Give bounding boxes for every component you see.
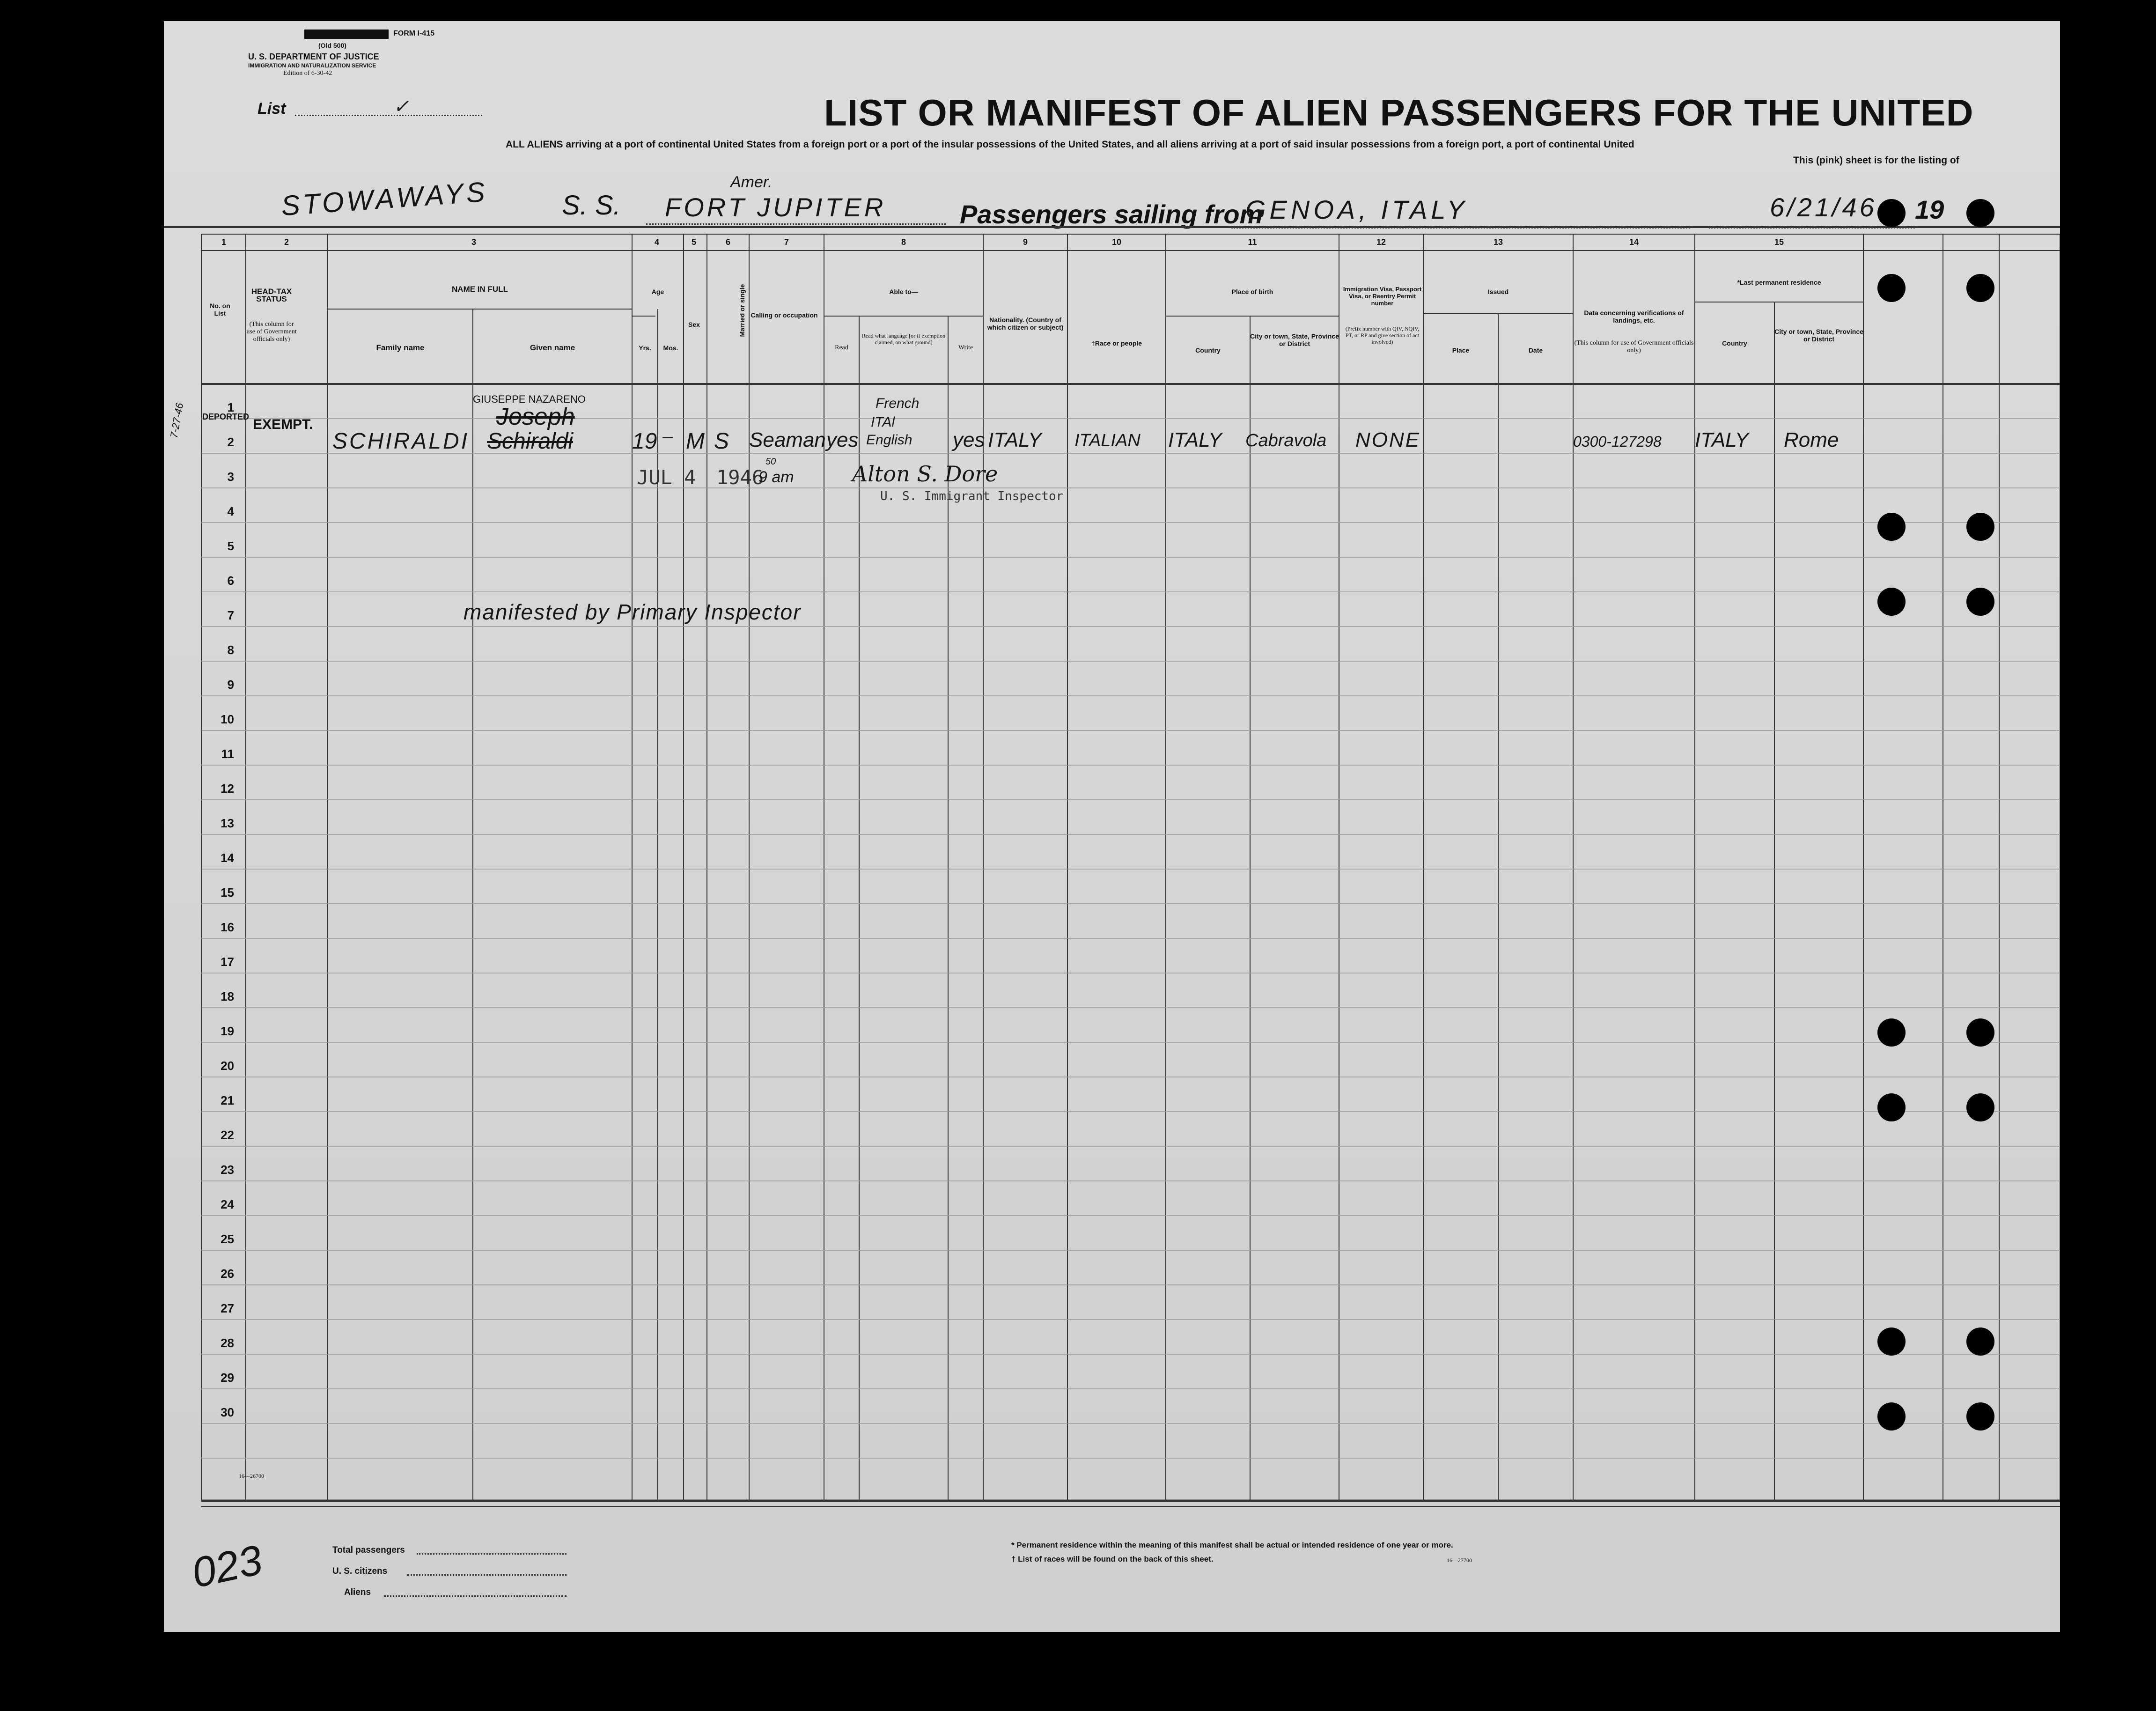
print-code: 16—26700 bbox=[239, 1473, 264, 1479]
verifications-note: (This column for use of Government officials only) bbox=[1574, 339, 1694, 354]
column-number: 2 bbox=[284, 237, 289, 247]
total-passengers-line bbox=[417, 1553, 567, 1555]
head-tax-note: (This column for use of Government officials only) bbox=[246, 321, 297, 343]
inspector-signature: Alton S. Dore bbox=[852, 461, 998, 487]
edition-label: Edition of 6-30-42 bbox=[283, 70, 332, 77]
calling-header: Calling or occupation bbox=[751, 311, 818, 319]
visa-header: Immigration Visa, Passport Visa, or Reentry Permit number bbox=[1343, 286, 1422, 307]
given-name-header: Given name bbox=[530, 343, 575, 352]
row-number: 1 bbox=[227, 400, 234, 414]
ss-label: S. S. bbox=[562, 190, 621, 221]
subtitle-line-2: This (pink) sheet is for the listing of bbox=[1793, 155, 1959, 166]
stamp-time: 9 am bbox=[758, 468, 794, 486]
column-number: 3 bbox=[471, 237, 476, 247]
binder-hole bbox=[1877, 1328, 1906, 1356]
aliens-line bbox=[384, 1595, 567, 1597]
old-number: (Old 500) bbox=[318, 42, 346, 49]
residence-city-header: City or town, State, Province or District bbox=[1774, 328, 1863, 343]
row-number: 24 bbox=[221, 1197, 234, 1211]
verifications-header: Data concerning verifications of landings, etc. bbox=[1584, 309, 1684, 324]
row-number: 22 bbox=[221, 1128, 234, 1142]
birth-country-header: Country bbox=[1195, 347, 1221, 354]
column-number: 6 bbox=[725, 237, 730, 247]
row-number: 8 bbox=[227, 643, 234, 657]
column-number: 5 bbox=[691, 237, 696, 247]
row-number: 30 bbox=[221, 1405, 234, 1419]
row-number: 9 bbox=[227, 678, 234, 692]
binder-hole bbox=[1966, 1328, 1994, 1356]
birth-city-header: City or town, State, Province or District bbox=[1250, 332, 1339, 347]
list-checkmark: ✓ bbox=[393, 96, 409, 117]
binder-hole bbox=[1966, 274, 1994, 302]
age-years: 19 bbox=[632, 429, 657, 454]
column-number: 11 bbox=[1248, 237, 1257, 247]
service-label: IMMIGRATION AND NATURALIZATION SERVICE bbox=[248, 62, 376, 69]
birth-country-value: ITALY bbox=[1168, 428, 1222, 451]
issued-date-header: Date bbox=[1528, 347, 1543, 354]
row-number: 27 bbox=[221, 1301, 234, 1315]
inspector-title: U. S. Immigrant Inspector bbox=[880, 489, 1064, 503]
sex-value: M bbox=[686, 429, 705, 454]
column-number: 13 bbox=[1493, 237, 1503, 247]
binder-hole bbox=[1966, 1093, 1994, 1121]
yrs-header: Yrs. bbox=[639, 344, 651, 352]
row-number: 28 bbox=[221, 1336, 234, 1350]
last-residence-header: *Last permanent residence bbox=[1737, 279, 1821, 286]
year-suffix: 19 bbox=[1915, 195, 1944, 224]
read-language-header: Read what language [or if exemption claimed, on what ground] bbox=[861, 332, 946, 346]
row-number: 18 bbox=[221, 989, 234, 1003]
row-number: 7 bbox=[227, 608, 234, 622]
struck-family-name: Schiraldi bbox=[487, 429, 574, 454]
footnote-races: † List of races will be found on the back of this sheet. bbox=[1011, 1555, 1214, 1564]
subtitle-line-1: ALL ALIENS arriving at a port of continental United States from a foreign port or a port of the insular possessions of the United States, and all aliens arriving at a port of said insular possessions from a foreign port, a port of continental United bbox=[506, 139, 1634, 150]
total-passengers-label: Total passengers bbox=[332, 1545, 405, 1555]
visa-note: (Prefix number with QIV, NQIV, PT, or RP and give section of act involved) bbox=[1345, 325, 1420, 345]
department-label: U. S. DEPARTMENT OF JUSTICE bbox=[248, 52, 379, 61]
read-value: yes bbox=[826, 428, 859, 451]
row-number: 14 bbox=[221, 851, 234, 865]
column-number: 12 bbox=[1376, 237, 1386, 247]
binder-hole bbox=[1877, 274, 1906, 302]
port-name: GENOA, ITALY bbox=[1245, 195, 1468, 224]
row-number: 13 bbox=[221, 816, 234, 830]
name-in-full-header: NAME IN FULL bbox=[452, 285, 508, 294]
column-number: 1 bbox=[221, 237, 226, 247]
issued-place-header: Place bbox=[1452, 347, 1470, 354]
row-number: 29 bbox=[221, 1371, 234, 1385]
language-3: English bbox=[866, 432, 912, 448]
binder-hole bbox=[1966, 588, 1994, 616]
binder-hole bbox=[1877, 1018, 1906, 1047]
form-number: FORM I-415 bbox=[393, 30, 435, 37]
footer-print-code: 16—27700 bbox=[1447, 1557, 1472, 1564]
age-months: – bbox=[662, 426, 673, 447]
binder-hole bbox=[1877, 513, 1906, 541]
nationality-value: ITALY bbox=[988, 428, 1042, 451]
sailing-date: 6/21/46 bbox=[1770, 192, 1877, 222]
row-number: 11 bbox=[221, 747, 234, 761]
manifest-grid bbox=[164, 21, 2060, 1632]
footnote-permanent-residence: * Permanent residence within the meaning of this manifest shall be actual or intended residence of one year or more. bbox=[1011, 1541, 1453, 1549]
aliens-label: Aliens bbox=[344, 1587, 371, 1597]
race-header: †Race or people bbox=[1091, 339, 1142, 347]
issued-header: Issued bbox=[1487, 288, 1509, 295]
language-1: French bbox=[876, 396, 920, 411]
residence-country-header: Country bbox=[1722, 339, 1747, 347]
column-number: 9 bbox=[1023, 237, 1028, 247]
able-to-header: Able to— bbox=[889, 288, 918, 295]
column-number: 4 bbox=[654, 237, 659, 247]
binder-hole bbox=[1966, 1018, 1994, 1047]
marital-value: S bbox=[714, 429, 729, 454]
read-header: Read bbox=[835, 344, 848, 351]
row-number: 4 bbox=[227, 504, 234, 518]
verification-number: 0300-127298 bbox=[1573, 433, 1662, 450]
write-value: yes bbox=[953, 428, 985, 451]
family-name-header: Family name bbox=[376, 343, 425, 352]
occupation-value: Seaman bbox=[749, 428, 826, 451]
language-2: ITAl bbox=[871, 414, 895, 430]
binder-hole bbox=[1966, 199, 1994, 227]
column-number: 14 bbox=[1629, 237, 1639, 247]
married-header: Married or single bbox=[738, 284, 746, 337]
binder-hole bbox=[1877, 1402, 1906, 1431]
manifest-sheet bbox=[164, 21, 2060, 1632]
row-number: 23 bbox=[221, 1163, 234, 1177]
binder-hole bbox=[1877, 199, 1906, 227]
age-header: Age bbox=[651, 288, 664, 295]
write-header: Write bbox=[958, 344, 973, 351]
row-number: 15 bbox=[221, 885, 234, 900]
ship-annotation: Amer. bbox=[730, 173, 773, 191]
column-number: 7 bbox=[784, 237, 789, 247]
binder-hole bbox=[1966, 513, 1994, 541]
stamp-date: JUL 4 bbox=[637, 466, 696, 489]
us-citizens-line bbox=[407, 1574, 567, 1576]
row-number: 6 bbox=[227, 574, 234, 588]
head-tax-header: HEAD-TAX STATUS bbox=[251, 287, 292, 303]
row-number: 21 bbox=[221, 1093, 234, 1107]
residence-country-value: ITALY bbox=[1695, 428, 1749, 451]
row-number: 3 bbox=[227, 470, 234, 484]
deported-label: DEPORTED bbox=[202, 412, 250, 421]
column-number: 10 bbox=[1111, 237, 1122, 247]
residence-city-value: Rome bbox=[1784, 428, 1839, 451]
row-number: 26 bbox=[221, 1267, 234, 1281]
binder-hole bbox=[1966, 1402, 1994, 1431]
sex-header: Sex bbox=[688, 321, 700, 328]
stamp-year: 1946 bbox=[716, 466, 764, 489]
us-citizens-label: U. S. citizens bbox=[332, 1566, 388, 1576]
primary-inspector-note: manifested by Primary Inspector bbox=[464, 600, 802, 624]
column-number: 15 bbox=[1774, 237, 1784, 247]
row-number: 5 bbox=[227, 539, 234, 553]
column-number: 8 bbox=[901, 237, 906, 247]
list-label: List bbox=[258, 100, 286, 118]
ship-name: FORT JUPITER bbox=[665, 192, 886, 222]
family-name: SCHIRALDI bbox=[332, 429, 470, 454]
given-name: Joseph bbox=[496, 403, 575, 430]
row-number: 25 bbox=[221, 1232, 234, 1246]
no-on-list-header: No. on List bbox=[210, 302, 230, 317]
page-title: LIST OR MANIFEST OF ALIEN PASSENGERS FOR THE UNITED bbox=[824, 92, 1974, 133]
sailing-from-label: Passengers sailing from bbox=[960, 199, 1263, 229]
row-number: 10 bbox=[221, 712, 234, 726]
stamp-time-prefix: 50 bbox=[765, 457, 776, 467]
place-of-birth-header: Place of birth bbox=[1231, 288, 1273, 295]
stowaways-note: STOWAWAYS bbox=[280, 176, 489, 222]
row-number: 17 bbox=[221, 955, 234, 969]
race-value: ITALIAN bbox=[1074, 431, 1141, 450]
nationality-header: Nationality. (Country of which citizen or subject) bbox=[987, 316, 1064, 331]
visa-value: NONE bbox=[1355, 428, 1421, 451]
given-name-correction: GIUSEPPE NAZARENO bbox=[473, 393, 586, 405]
head-tax-exempt: EXEMPT. bbox=[253, 417, 313, 432]
row-number: 20 bbox=[221, 1059, 234, 1073]
row-number: 16 bbox=[221, 920, 234, 934]
binder-hole bbox=[1877, 1093, 1906, 1121]
side-date: 7-27-46 bbox=[168, 402, 186, 439]
birth-city-value: Cabravola bbox=[1245, 431, 1327, 450]
row-number: 19 bbox=[221, 1024, 234, 1038]
mos-header: Mos. bbox=[663, 344, 678, 352]
binder-hole bbox=[1877, 588, 1906, 616]
handwritten-page-number: 023 bbox=[188, 1536, 266, 1597]
row-number: 12 bbox=[221, 782, 234, 796]
row-number: 2 bbox=[227, 435, 234, 449]
